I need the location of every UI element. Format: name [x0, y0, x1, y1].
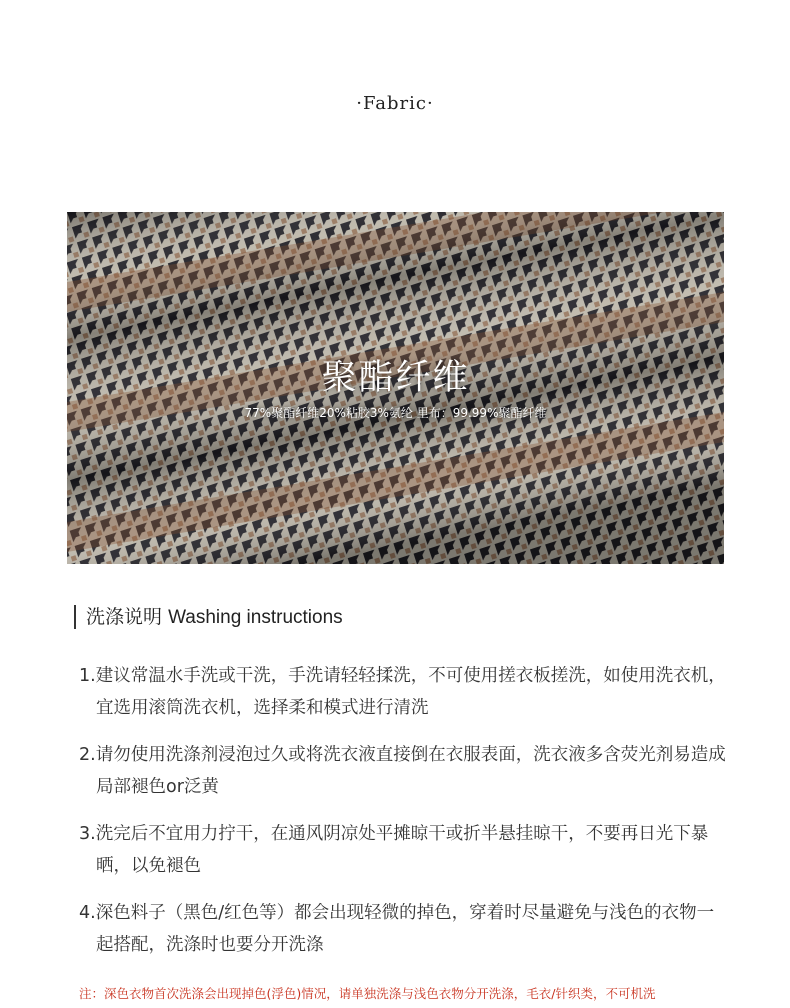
fabric-name-heading: 聚酯纤维 [321, 358, 470, 398]
instruction-item: 1.建议常温水手洗或干洗，手洗请轻轻揉洗，不可使用搓衣板搓洗，如使用洗衣机，宜选用滚筒洗衣机，选择柔和模式进行清洗 [79, 666, 726, 718]
washing-instructions-list [79, 660, 729, 976]
fabric-image-banner [67, 212, 724, 564]
washing-title-en: Washing instructions [168, 607, 343, 628]
instruction-item: 2.请勿使用洗涤剂浸泡过久或将洗衣液直接倒在衣服表面，洗衣液多含荧光剂易造成局部褪色or泛黄 [79, 745, 726, 797]
instruction-item: 3.洗完后不宜用力拧干，在通风阴凉处平摊晾干或折半悬挂晾干，不要再日光下暴晒，以免褪色 [79, 824, 709, 876]
fabric-section-title: ·Fabric· [356, 93, 434, 114]
washing-instructions-heading [74, 605, 343, 629]
washing-title-cn: 洗涤说明 [86, 606, 163, 628]
washing-note: 注：深色衣物首次洗涤会出现掉色(浮色)情况，请单独洗涤与浅色衣物分开洗涤，毛衣/针织类，不可机洗 [79, 986, 656, 1001]
instruction-item: 4.深色料子（黑色/红色等）都会出现轻微的掉色，穿着时尽量避免与浅色的衣物一起搭配，洗涤时也要分开洗涤 [79, 903, 715, 955]
fabric-composition-text: 77%聚酯纤维20%粘胶3%氨纶 里布：99.99%聚酯纤维 [244, 406, 547, 420]
